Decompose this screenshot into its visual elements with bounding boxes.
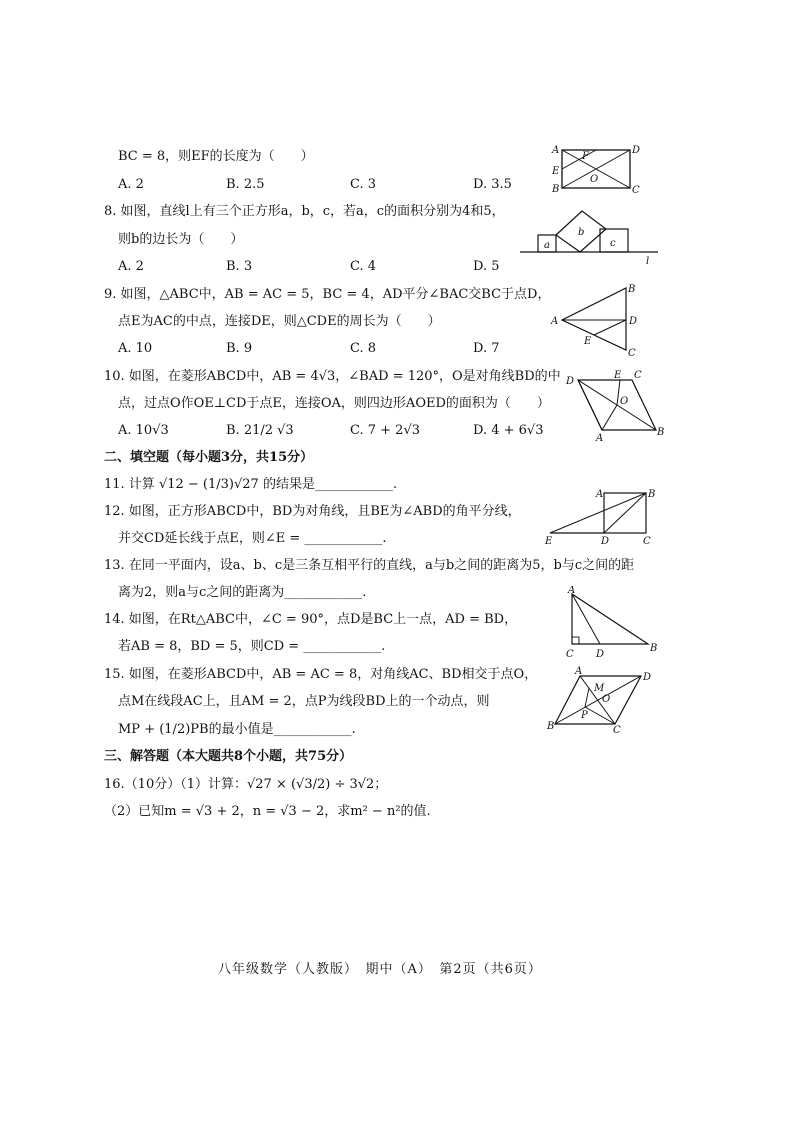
fig15-label-m: M (594, 683, 605, 694)
section-fill-in-title: 二、填空题（每小题3分，共15分） (104, 450, 314, 465)
q8-stem-line1: 8. 如图，直线l上有三个正方形a，b，c，若a，c的面积分别为4和5， (104, 204, 505, 219)
fig12-label-c: C (643, 536, 651, 547)
fig7-label-o: O (590, 174, 599, 185)
q15-stem-line1: 15. 如图，在菱形ABCD中，AB = AC = 8，对角线AC、BD相交于点O， (104, 667, 538, 682)
fig7-label-d: D (632, 145, 641, 156)
fig14-label-b: B (650, 643, 658, 654)
q8-stem-line2: 则b的边长为（ ） (118, 232, 244, 247)
fig8-label-l: l (646, 256, 650, 267)
fig7-label-c: C (632, 185, 640, 196)
fig8-label-a: a (544, 240, 550, 251)
q9-option-d: D. 7 (473, 341, 500, 356)
fig12-label-e: E (545, 536, 553, 547)
q15-stem-line2: 点M在线段AC上，且AM = 2，点P为线段BD上的一个动点，则 (118, 694, 490, 709)
fig10-label-b: B (657, 427, 665, 438)
fig15-label-d: D (643, 672, 652, 683)
fig9-label-d: D (629, 316, 638, 327)
fig15-label-b: B (547, 721, 555, 732)
q14-stem-line1: 14. 如图，在Rt△ABC中，∠C = 90°，点D是BC上一点，AD = BD， (104, 612, 518, 627)
q16-part1: 16.（10分）（1）计算：√27 × (√3/2) ÷ 3√2； (104, 777, 388, 792)
q10-stem-line2: 点，过点O作OE⊥CD于点E，连接OA，则四边形AOED的面积为（ ） (118, 396, 550, 411)
figure-q7-rectangle (548, 142, 643, 197)
figure-q12-square (542, 485, 662, 547)
fig8-label-b: b (578, 227, 585, 238)
fig15-label-c: C (613, 725, 621, 736)
fig10-label-a: A (596, 433, 604, 444)
q10-option-a: A. 10√3 (118, 423, 169, 438)
q9-stem-line1: 9. 如图，△ABC中，AB = AC = 5，BC = 4，AD平分∠BAC交BC于点D， (104, 287, 551, 302)
figure-q14-right-triangle (560, 586, 660, 662)
q9-option-c: C. 8 (350, 341, 377, 356)
figure-q15-rhombus (545, 666, 660, 738)
q7-option-b: B. 2.5 (226, 177, 265, 192)
fig9-label-e: E (584, 336, 592, 347)
q10-option-c: C. 7 + 2√3 (350, 423, 421, 438)
fig7-label-a: A (552, 145, 560, 156)
fig10-label-d: D (566, 376, 575, 387)
fig15-label-o: O (602, 694, 611, 705)
q10-stem-line1: 10. 如图，在菱形ABCD中，AB = 4√3，∠BAD = 120°，O是对角线BD的中 (104, 369, 561, 384)
fig15-label-p: P (581, 710, 588, 721)
fig7-label-f: F (582, 151, 589, 162)
q8-option-b: B. 3 (226, 259, 253, 274)
fig9-label-a: A (551, 316, 559, 327)
fig12-label-d: D (601, 536, 610, 547)
fig9-label-b: B (628, 284, 636, 295)
fig14-label-a: A (568, 586, 576, 596)
q13-stem-line1: 13. 在同一平面内，设a、b、c是三条互相平行的直线，a与b之间的距离为5，b与c之间的距 (104, 558, 635, 573)
fig10-label-o: O (620, 396, 629, 407)
q7-option-a: A. 2 (118, 177, 144, 192)
q10-option-b: B. 21/2 √3 (226, 423, 294, 438)
fig10-label-c: C (634, 370, 642, 381)
q9-option-b: B. 9 (226, 341, 253, 356)
figure-q10-rhombus (560, 368, 675, 444)
fig10-label-e: E (614, 370, 622, 381)
fig14-label-c: C (566, 649, 574, 660)
q13-stem-line2: 离为2，则a与c之间的距离为____________. (118, 585, 367, 600)
q12-stem-line2: 并交CD延长线于点E，则∠E = ____________. (118, 531, 387, 546)
fig9-label-c: C (628, 348, 636, 359)
q9-option-a: A. 10 (118, 341, 153, 356)
figure-q9-triangle (548, 280, 648, 360)
q15-stem-line3: MP + (1/2)PB的最小值是____________. (118, 722, 356, 737)
q11-stem: 11. 计算 √12 − (1/3)√27 的结果是____________. (104, 477, 398, 492)
fig14-label-d: D (596, 649, 605, 660)
q10-option-d: D. 4 + 6√3 (473, 423, 544, 438)
fig12-label-b: B (648, 489, 656, 500)
fig12-label-a: A (596, 489, 604, 500)
q7-option-d: D. 3.5 (473, 177, 512, 192)
fig15-label-a: A (575, 666, 583, 677)
q8-option-c: C. 4 (350, 259, 377, 274)
section-answer-title: 三、解答题（本大题共8个小题，共75分） (104, 749, 353, 764)
q7-stem: BC = 8，则EF的长度为（ ） (118, 149, 314, 164)
q9-stem-line2: 点E为AC的中点，连接DE，则△CDE的周长为（ ） (118, 314, 441, 329)
q14-stem-line2: 若AB = 8，BD = 5，则CD = ____________. (118, 639, 386, 654)
q8-option-a: A. 2 (118, 259, 144, 274)
q8-option-d: D. 5 (473, 259, 500, 274)
q12-stem-line1: 12. 如图，正方形ABCD中，BD为对角线，且BE为∠ABD的角平分线， (104, 504, 521, 519)
page-footer: 八年级数学（人教版） 期中（A） 第2页（共6页） (218, 962, 542, 977)
fig8-label-c: c (610, 238, 616, 249)
q16-part2: （2）已知m = √3 + 2，n = √3 − 2，求m² − n²的值. (104, 804, 431, 819)
fig7-label-e: E (552, 166, 560, 177)
q7-option-c: C. 3 (350, 177, 377, 192)
fig7-label-b: B (552, 184, 560, 195)
figure-q8-squares (518, 205, 668, 267)
